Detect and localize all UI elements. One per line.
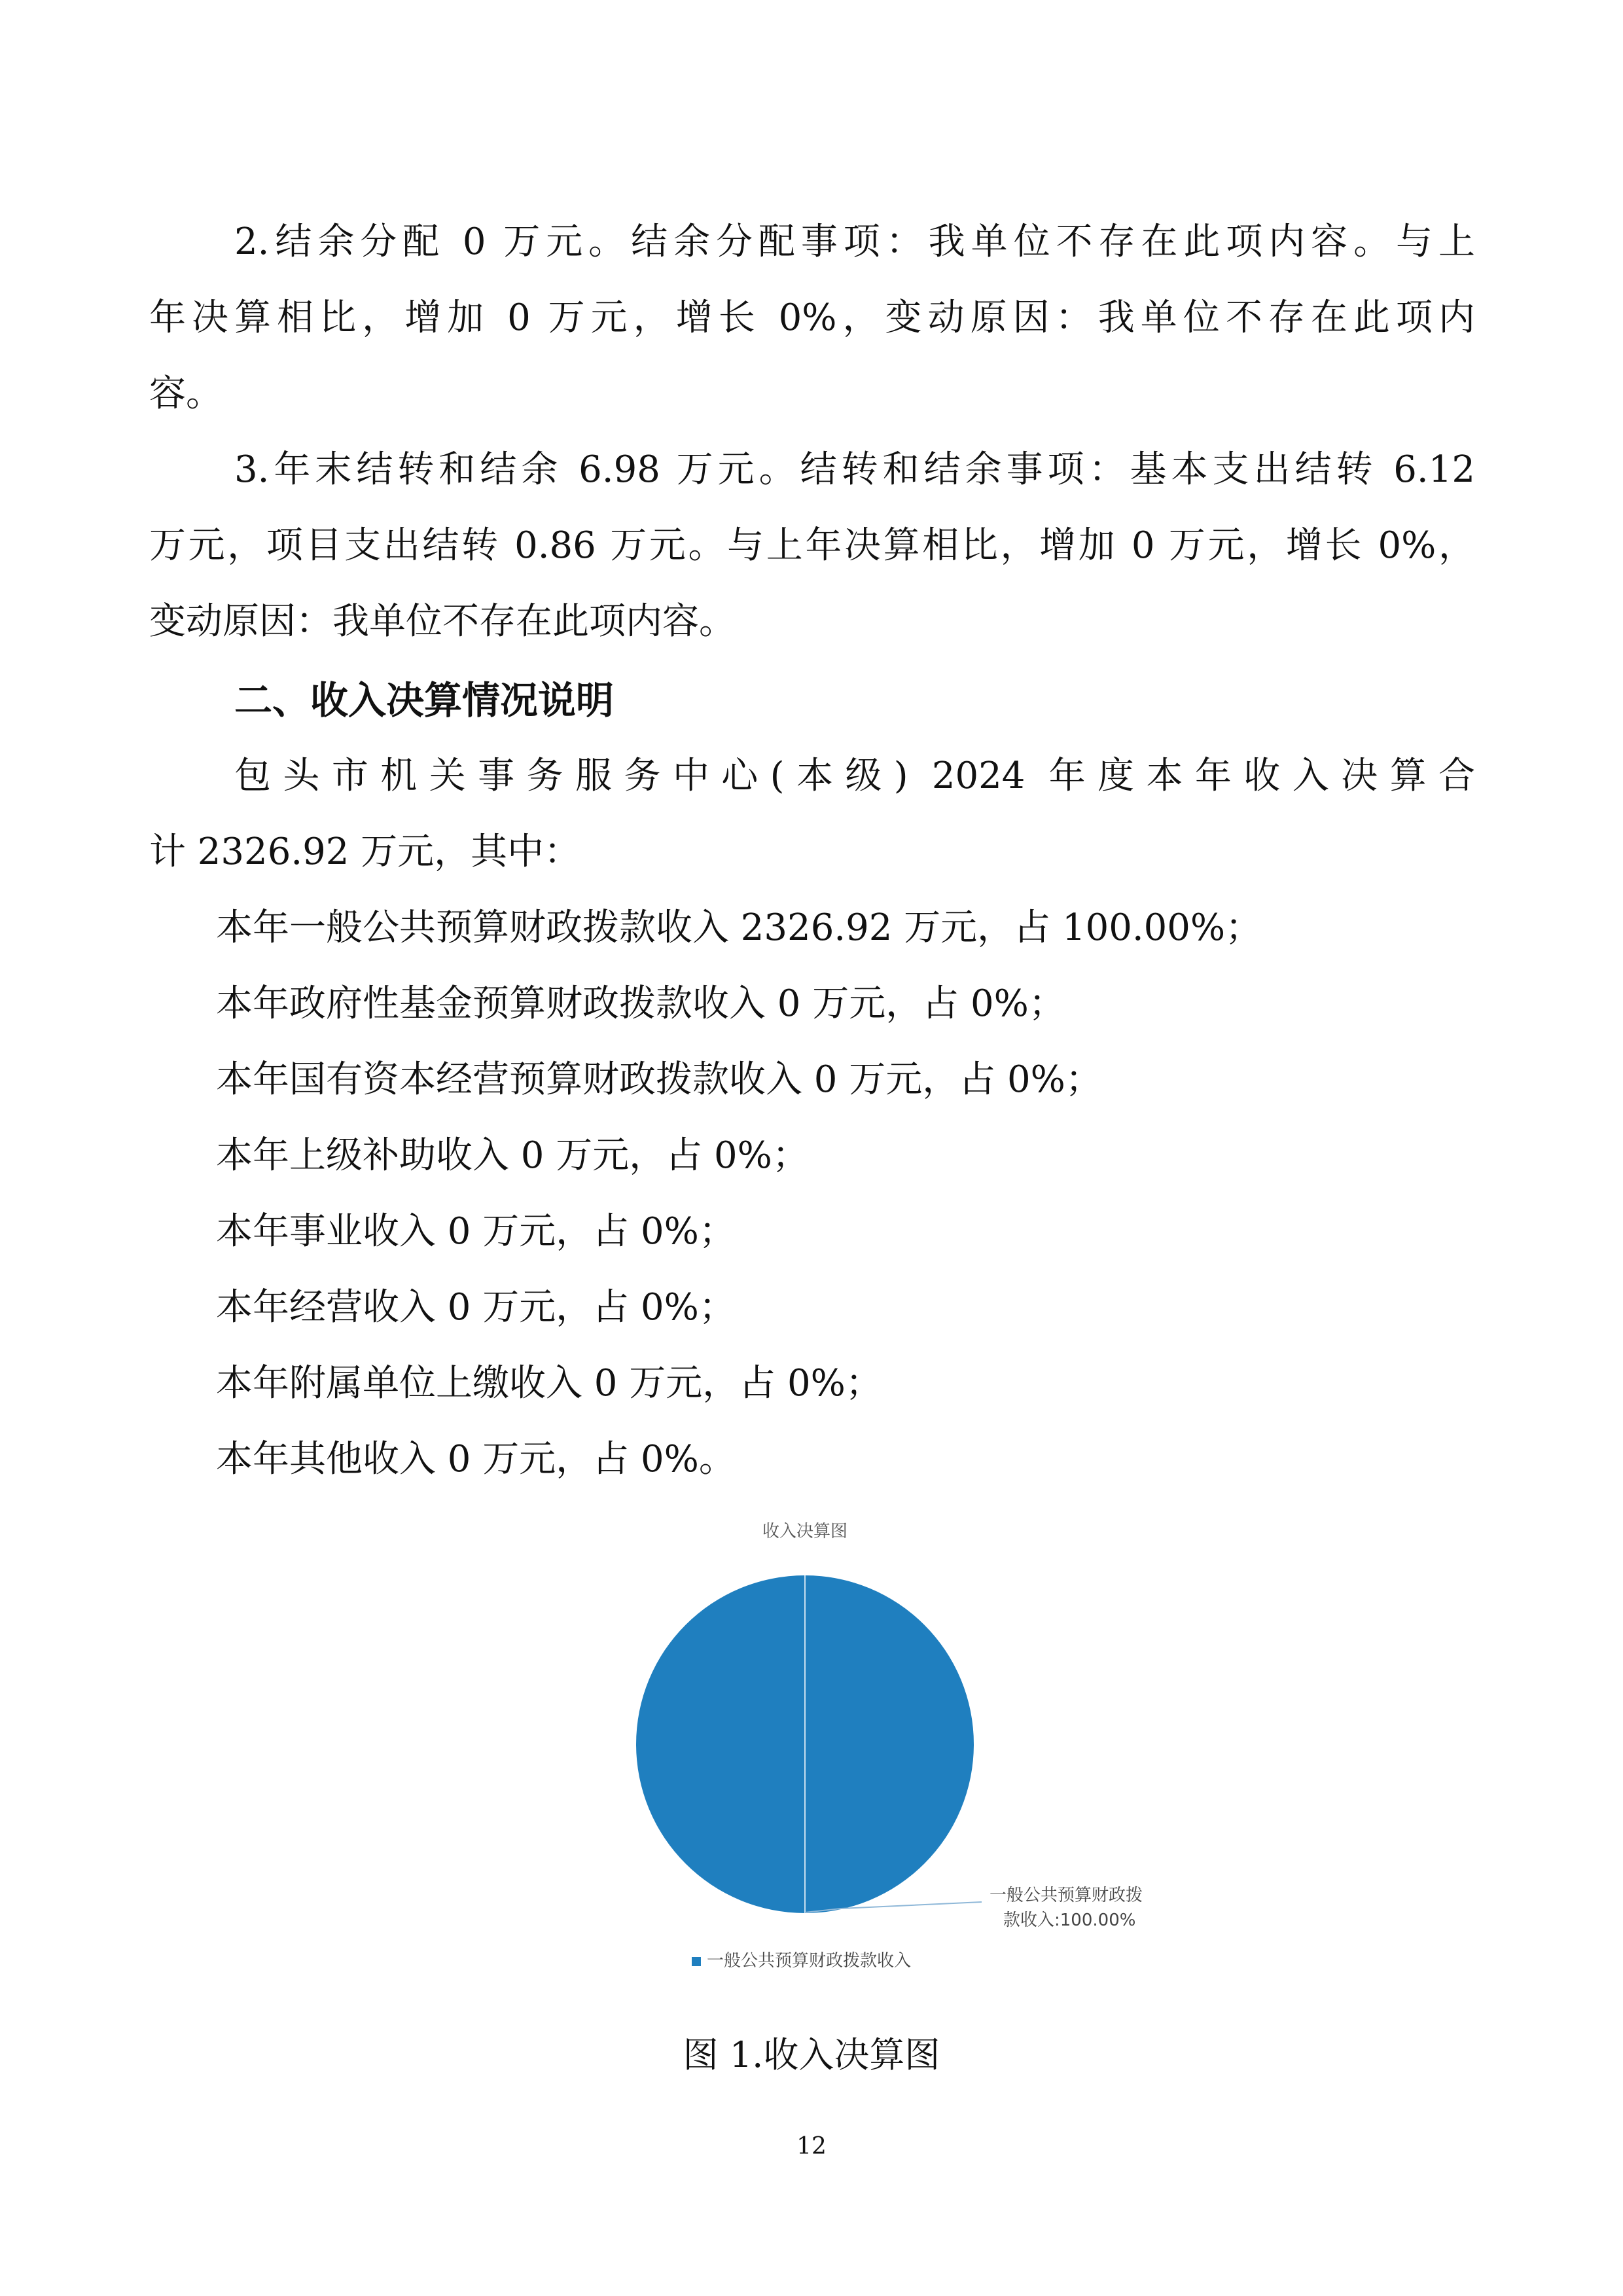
legend-swatch xyxy=(692,1957,701,1966)
paragraph-line: 年决算相比，增加 0 万元，增长 0%，变动原因：我单位不存在此项内 xyxy=(149,296,1475,339)
income-item: 本年上级补助收入 0 万元，占 0%； xyxy=(216,1134,809,1177)
income-item: 本年经营收入 0 万元，占 0%； xyxy=(216,1286,736,1329)
income-item: 本年其他收入 0 万元，占 0%。 xyxy=(216,1438,736,1480)
income-item: 本年事业收入 0 万元，占 0%； xyxy=(216,1210,736,1253)
paragraph-line: 万元，项目支出结转 0.86 万元。与上年决算相比，增加 0 万元，增长 0%， xyxy=(149,524,1475,567)
paragraph-line: 3.年末结转和结余 6.98 万元。结转和结余事项：基本支出结转 6.12 xyxy=(234,448,1475,491)
legend-entry: 一般公共预算财政拨款收入 xyxy=(707,1951,912,1971)
paragraph-line: 2.结余分配 0 万元。结余分配事项：我单位不存在此项内容。与上 xyxy=(234,221,1475,263)
income-item: 本年附属单位上缴收入 0 万元，占 0%； xyxy=(216,1362,882,1405)
pie-slices xyxy=(636,1575,974,1913)
chart-title: 收入决算图 xyxy=(762,1522,848,1541)
paragraph-line: 容。 xyxy=(149,372,223,415)
income-pie-chart xyxy=(589,1505,1257,2003)
income-item: 本年国有资本经营预算财政拨款收入 0 万元，占 0%； xyxy=(216,1058,1102,1101)
income-item: 本年一般公共预算财政拨款收入 2326.92 万元，占 100.00%； xyxy=(216,906,1262,949)
section-heading: 二、收入决算情况说明 xyxy=(234,678,615,723)
paragraph-line: 变动原因：我单位不存在此项内容。 xyxy=(149,600,736,643)
intro-line: 包头市机关事务服务中心(本级) 2024 年度本年收入决算合 xyxy=(234,755,1475,797)
data-label-line-2: 款收入:100.00% xyxy=(1003,1910,1136,1930)
income-item: 本年政府性基金预算财政拨款收入 0 万元，占 0%； xyxy=(216,982,1065,1025)
figure-caption: 图 1.收入决算图 xyxy=(683,2034,940,2075)
data-label-line-1: 一般公共预算财政拨 xyxy=(990,1886,1143,1905)
intro-line: 计 2326.92 万元，其中： xyxy=(149,831,581,873)
page-number: 12 xyxy=(796,2133,827,2160)
